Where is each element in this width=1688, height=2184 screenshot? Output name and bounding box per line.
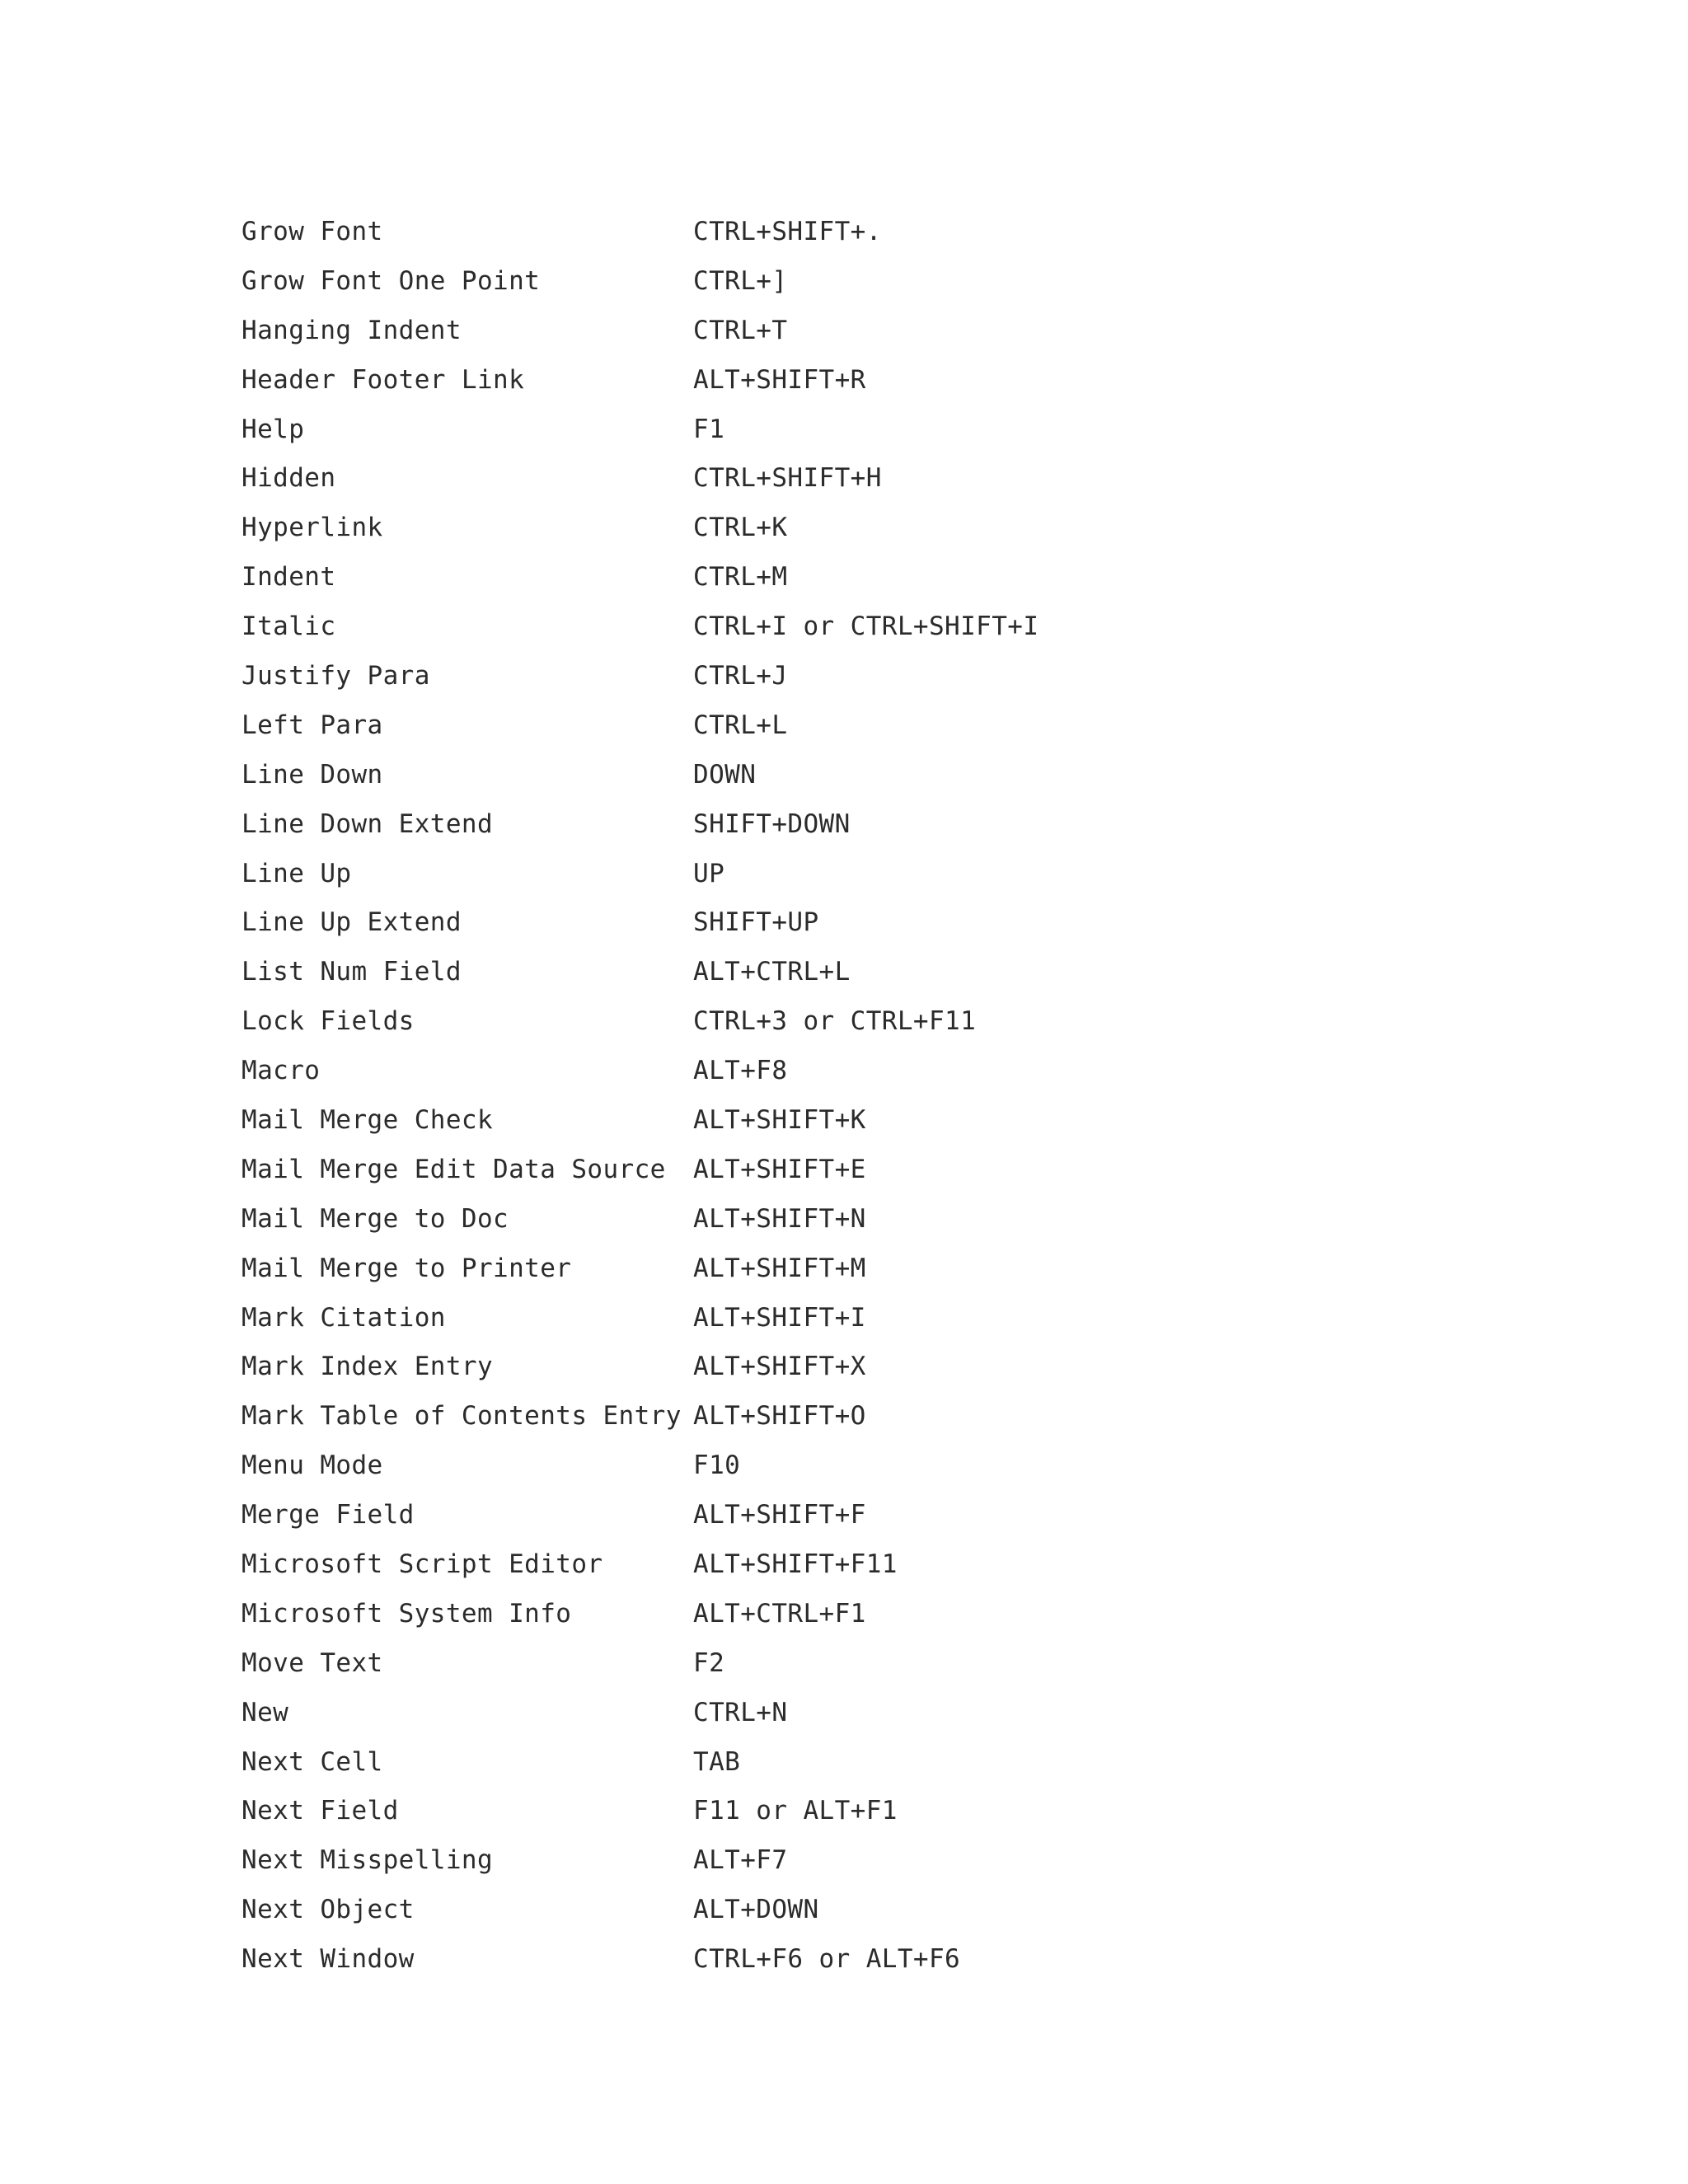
shortcut-keys: ALT+SHIFT+M (693, 1253, 866, 1283)
command-name: Indent (241, 562, 336, 593)
shortcut-keys: CTRL+N (693, 1697, 788, 1727)
shortcut-keys: CTRL+L (693, 710, 788, 740)
shortcut-row (241, 898, 1039, 947)
shortcut-keys: CTRL+3 or CTRL+F11 (693, 1006, 977, 1037)
command-name: Justify Para (241, 660, 430, 691)
shortcut-keys: ALT+SHIFT+K (693, 1104, 866, 1135)
shortcut-keys: CTRL+M (693, 562, 788, 593)
command-name: Mark Citation (241, 1302, 446, 1333)
shortcut-row (241, 503, 1039, 552)
shortcut-keys: ALT+SHIFT+E (693, 1154, 866, 1184)
shortcut-keys: SHIFT+UP (693, 907, 819, 938)
command-name: Menu Mode (241, 1451, 383, 1481)
command-name: Hidden (241, 463, 336, 494)
command-name: Line Down (241, 759, 383, 790)
shortcut-row (241, 701, 1039, 750)
shortcut-row (241, 947, 1039, 996)
shortcut-keys: F11 or ALT+F1 (693, 1796, 898, 1826)
shortcut-row (241, 651, 1039, 701)
shortcut-keys: DOWN (693, 759, 757, 790)
shortcut-keys: CTRL+J (693, 660, 788, 691)
shortcut-keys: CTRL+T (693, 315, 788, 345)
command-name: Mail Merge to Printer (241, 1253, 572, 1283)
command-name: Header Footer Link (241, 364, 525, 395)
command-name: Mail Merge Edit Data Source (241, 1154, 666, 1184)
shortcut-keys: ALT+CTRL+L (693, 957, 851, 987)
shortcut-keys: ALT+F7 (693, 1845, 788, 1876)
command-name: Macro (241, 1056, 321, 1086)
shortcut-keys: ALT+SHIFT+N (693, 1203, 866, 1234)
command-name: Lock Fields (241, 1006, 415, 1037)
shortcut-keys: F10 (693, 1451, 741, 1481)
shortcut-list (241, 207, 1039, 1984)
command-name: Line Up (241, 858, 352, 888)
command-name: Hanging Indent (241, 315, 462, 345)
shortcut-row (241, 1638, 1039, 1688)
shortcut-keys: F1 (693, 414, 725, 444)
shortcut-keys: UP (693, 858, 725, 888)
shortcut-row (241, 1885, 1039, 1934)
shortcut-row (241, 1490, 1039, 1540)
command-name: Help (241, 414, 305, 444)
shortcut-keys: SHIFT+DOWN (693, 808, 851, 839)
command-name: New (241, 1697, 289, 1727)
command-name: Microsoft Script Editor (241, 1549, 603, 1579)
command-name: List Num Field (241, 957, 462, 987)
shortcut-keys: ALT+SHIFT+O (693, 1401, 866, 1432)
shortcut-keys: TAB (693, 1746, 741, 1777)
shortcut-keys: CTRL+SHIFT+. (693, 216, 882, 246)
command-name: Next Window (241, 1944, 415, 1975)
shortcut-keys: ALT+SHIFT+X (693, 1352, 866, 1382)
command-name: Line Up Extend (241, 907, 462, 938)
shortcut-keys: ALT+SHIFT+F11 (693, 1549, 898, 1579)
shortcut-row (241, 1589, 1039, 1638)
shortcut-row (241, 207, 1039, 256)
command-name: Left Para (241, 710, 383, 740)
shortcut-keys: ALT+SHIFT+R (693, 364, 866, 395)
command-name: Merge Field (241, 1500, 415, 1530)
shortcut-row (241, 1244, 1039, 1293)
shortcut-row (241, 1194, 1039, 1244)
shortcut-row (241, 1688, 1039, 1737)
shortcut-keys: ALT+CTRL+F1 (693, 1598, 866, 1629)
command-name: Mail Merge Check (241, 1104, 494, 1135)
shortcut-keys: ALT+DOWN (693, 1895, 819, 1925)
shortcut-keys: F2 (693, 1647, 725, 1678)
shortcut-keys: CTRL+I or CTRL+SHIFT+I (693, 612, 1039, 642)
command-name: Mark Index Entry (241, 1352, 494, 1382)
shortcut-keys: ALT+SHIFT+F (693, 1500, 866, 1530)
command-name: Line Down Extend (241, 808, 494, 839)
command-name: Next Field (241, 1796, 399, 1826)
command-name: Microsoft System Info (241, 1598, 572, 1629)
shortcut-row (241, 799, 1039, 849)
shortcut-keys: CTRL+SHIFT+H (693, 463, 882, 494)
command-name: Hyperlink (241, 513, 383, 543)
shortcut-row (241, 1737, 1039, 1787)
command-name: Next Misspelling (241, 1845, 494, 1876)
shortcut-row (241, 1046, 1039, 1095)
shortcut-row (241, 306, 1039, 355)
shortcut-row (241, 996, 1039, 1046)
shortcut-row (241, 355, 1039, 405)
command-name: Grow Font One Point (241, 265, 541, 296)
shortcut-row (241, 1934, 1039, 1984)
shortcut-row (241, 1145, 1039, 1194)
shortcut-row (241, 602, 1039, 651)
shortcut-row (241, 1342, 1039, 1391)
command-name: Italic (241, 612, 336, 642)
shortcut-row (241, 1441, 1039, 1490)
command-name: Mail Merge to Doc (241, 1203, 509, 1234)
shortcut-row (241, 1095, 1039, 1145)
shortcut-keys: ALT+SHIFT+I (693, 1302, 866, 1333)
shortcut-row (241, 750, 1039, 799)
command-name: Next Cell (241, 1746, 383, 1777)
command-name: Mark Table of Contents Entry (241, 1401, 682, 1432)
shortcut-row (241, 849, 1039, 898)
shortcut-row (241, 1787, 1039, 1836)
shortcut-row (241, 256, 1039, 306)
shortcut-row (241, 405, 1039, 454)
shortcut-row (241, 1540, 1039, 1589)
command-name: Grow Font (241, 216, 383, 246)
shortcut-row (241, 1391, 1039, 1441)
shortcut-keys: CTRL+K (693, 513, 788, 543)
shortcut-keys: CTRL+F6 or ALT+F6 (693, 1944, 961, 1975)
shortcut-row (241, 1835, 1039, 1885)
shortcut-keys: CTRL+] (693, 265, 788, 296)
shortcut-row (241, 453, 1039, 503)
shortcut-keys: ALT+F8 (693, 1056, 788, 1086)
shortcut-row (241, 552, 1039, 602)
command-name: Move Text (241, 1647, 383, 1678)
shortcut-row (241, 1293, 1039, 1343)
command-name: Next Object (241, 1895, 415, 1925)
